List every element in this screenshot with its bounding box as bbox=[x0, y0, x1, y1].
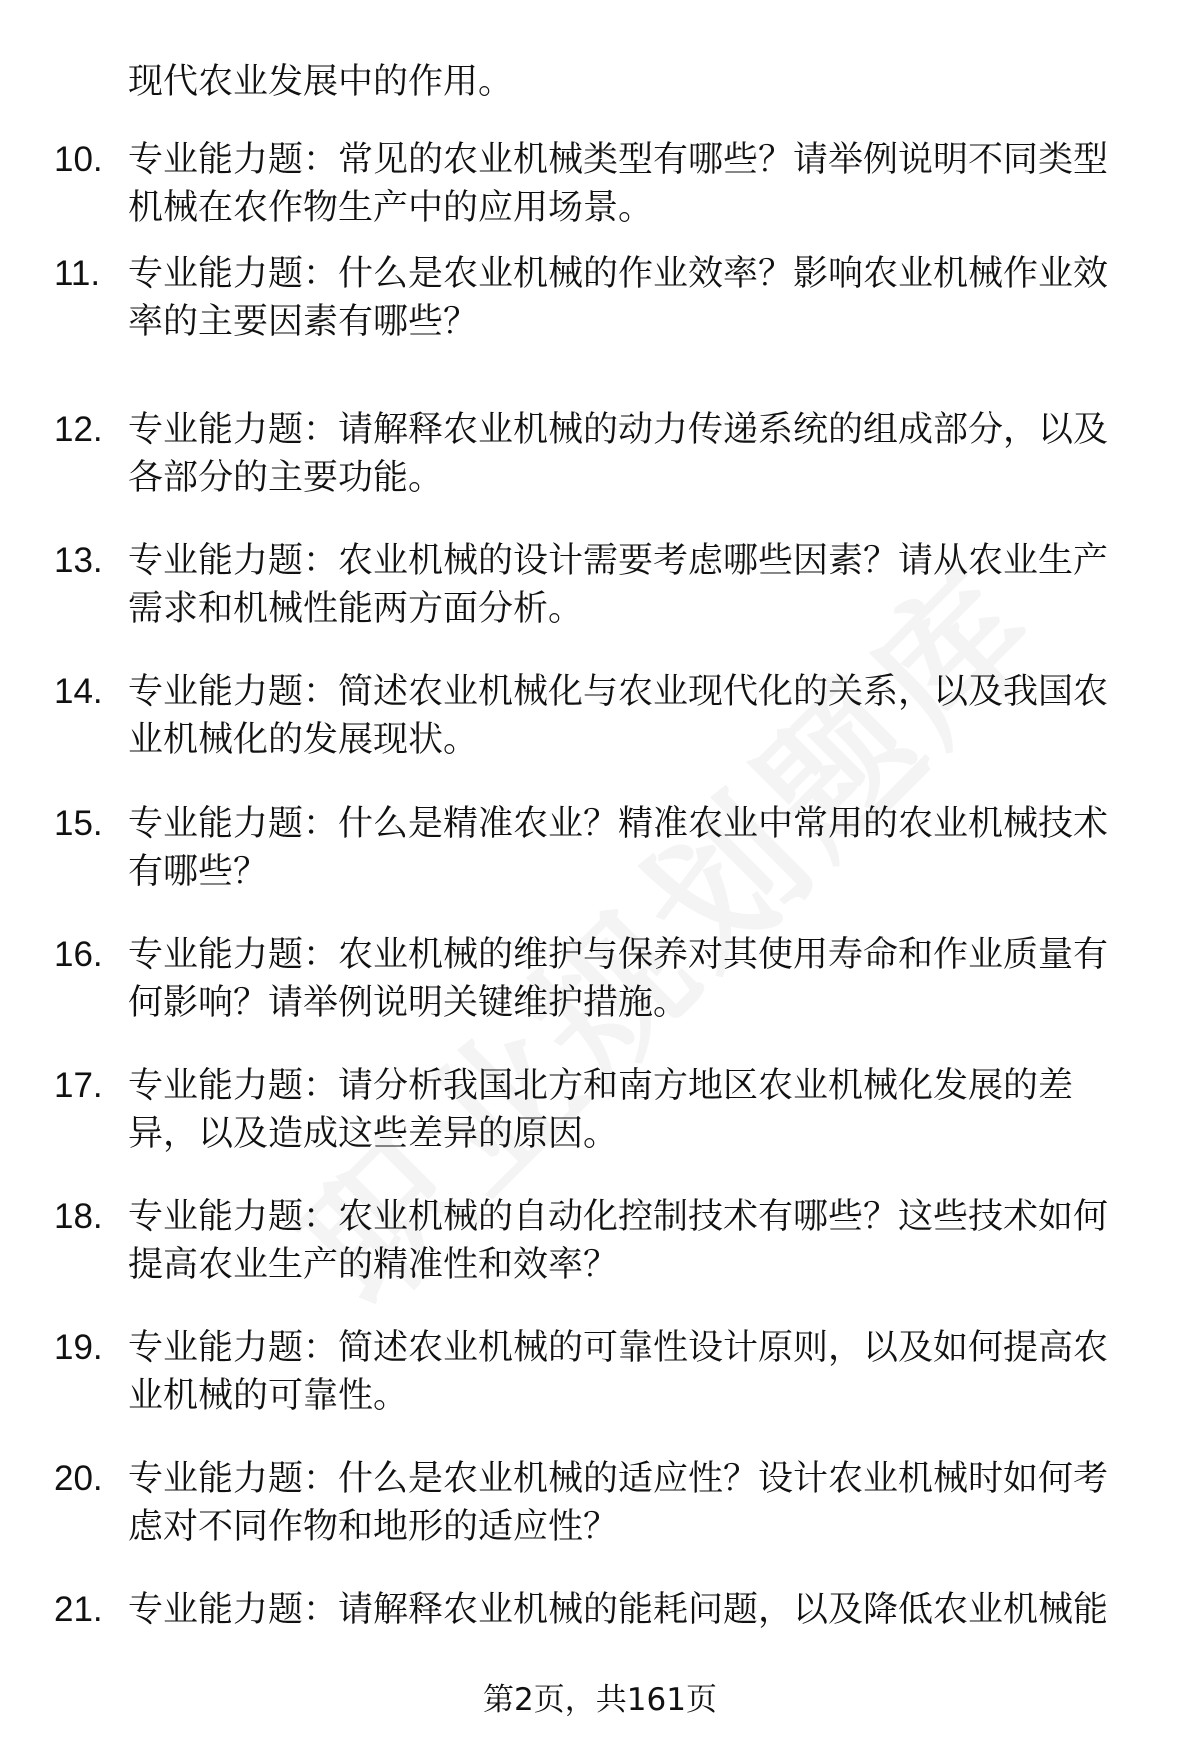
question-number: 19. bbox=[54, 1328, 103, 1367]
question-text-line-1: 专业能力题：农业机械的维护与保养对其使用寿命和作业质量有 bbox=[128, 935, 1109, 975]
question-number: 21. bbox=[54, 1590, 103, 1629]
question-text-line-1: 专业能力题：请解释农业机械的能耗问题，以及降低农业机械能 bbox=[128, 1590, 1109, 1630]
question-text-line-1: 专业能力题：常见的农业机械类型有哪些？请举例说明不同类型 bbox=[128, 140, 1109, 180]
question-text-line-2: 业机械化的发展现状。 bbox=[128, 720, 479, 760]
question-text-line-1: 专业能力题：请分析我国北方和南方地区农业机械化发展的差 bbox=[128, 1066, 1074, 1106]
question-item bbox=[0, 406, 1200, 506]
question-text-line-2: 率的主要因素有哪些？ bbox=[128, 302, 479, 342]
question-item bbox=[0, 1324, 1200, 1424]
question-number: 13. bbox=[54, 541, 103, 580]
question-item bbox=[0, 1062, 1200, 1162]
question-text-line-1: 专业能力题：什么是精准农业？精准农业中常用的农业机械技术 bbox=[128, 804, 1109, 844]
question-text-line-1: 专业能力题：简述农业机械的可靠性设计原则，以及如何提高农 bbox=[128, 1328, 1109, 1368]
question-item bbox=[0, 537, 1200, 637]
question-text-line-2: 需求和机械性能两方面分析。 bbox=[128, 589, 584, 629]
question-text-line-1: 专业能力题：农业机械的设计需要考虑哪些因素？请从农业生产 bbox=[128, 541, 1109, 581]
question-text-line-2: 提高农业生产的精准性和效率？ bbox=[128, 1245, 619, 1285]
question-item bbox=[0, 668, 1200, 768]
question-number: 11. bbox=[54, 254, 101, 293]
question-text-line-2: 虑对不同作物和地形的适应性？ bbox=[128, 1507, 619, 1547]
question-item bbox=[0, 800, 1200, 900]
question-text-line-1: 专业能力题：简述农业机械化与农业现代化的关系，以及我国农 bbox=[128, 672, 1109, 712]
question-item bbox=[0, 1193, 1200, 1293]
question-number: 15. bbox=[54, 804, 103, 843]
question-number: 17. bbox=[54, 1066, 103, 1105]
question-item bbox=[0, 1586, 1200, 1686]
question-item bbox=[0, 136, 1200, 236]
question-text-line-2: 有哪些？ bbox=[128, 852, 269, 892]
question-number: 16. bbox=[54, 935, 103, 974]
question-item bbox=[0, 250, 1200, 350]
question-text-line-2: 业机械的可靠性。 bbox=[128, 1376, 409, 1416]
question-number: 14. bbox=[54, 672, 103, 711]
page-footer: 第2页，共161页 bbox=[483, 1682, 717, 1718]
question-text-line-2: 机械在农作物生产中的应用场景。 bbox=[128, 188, 654, 228]
question-text-line-1: 专业能力题：什么是农业机械的作业效率？影响农业机械作业效 bbox=[128, 254, 1109, 294]
question-item bbox=[0, 931, 1200, 1031]
question-text-line-2: 何影响？请举例说明关键维护措施。 bbox=[128, 983, 689, 1023]
question-item bbox=[0, 1455, 1200, 1555]
continued-question-text: 现代农业发展中的作用。 bbox=[128, 62, 514, 102]
question-text-line-1: 专业能力题：农业机械的自动化控制技术有哪些？这些技术如何 bbox=[128, 1197, 1109, 1237]
question-text-line-1: 专业能力题：什么是农业机械的适应性？设计农业机械时如何考 bbox=[128, 1459, 1109, 1499]
question-number: 20. bbox=[54, 1459, 103, 1498]
question-number: 10. bbox=[54, 140, 103, 179]
question-text-line-2: 各部分的主要功能。 bbox=[128, 458, 444, 498]
question-text-line-1: 专业能力题：请解释农业机械的动力传递系统的组成部分，以及 bbox=[128, 410, 1109, 450]
question-text-line-2: 异，以及造成这些差异的原因。 bbox=[128, 1114, 619, 1154]
question-number: 12. bbox=[54, 410, 103, 449]
question-number: 18. bbox=[54, 1197, 103, 1236]
